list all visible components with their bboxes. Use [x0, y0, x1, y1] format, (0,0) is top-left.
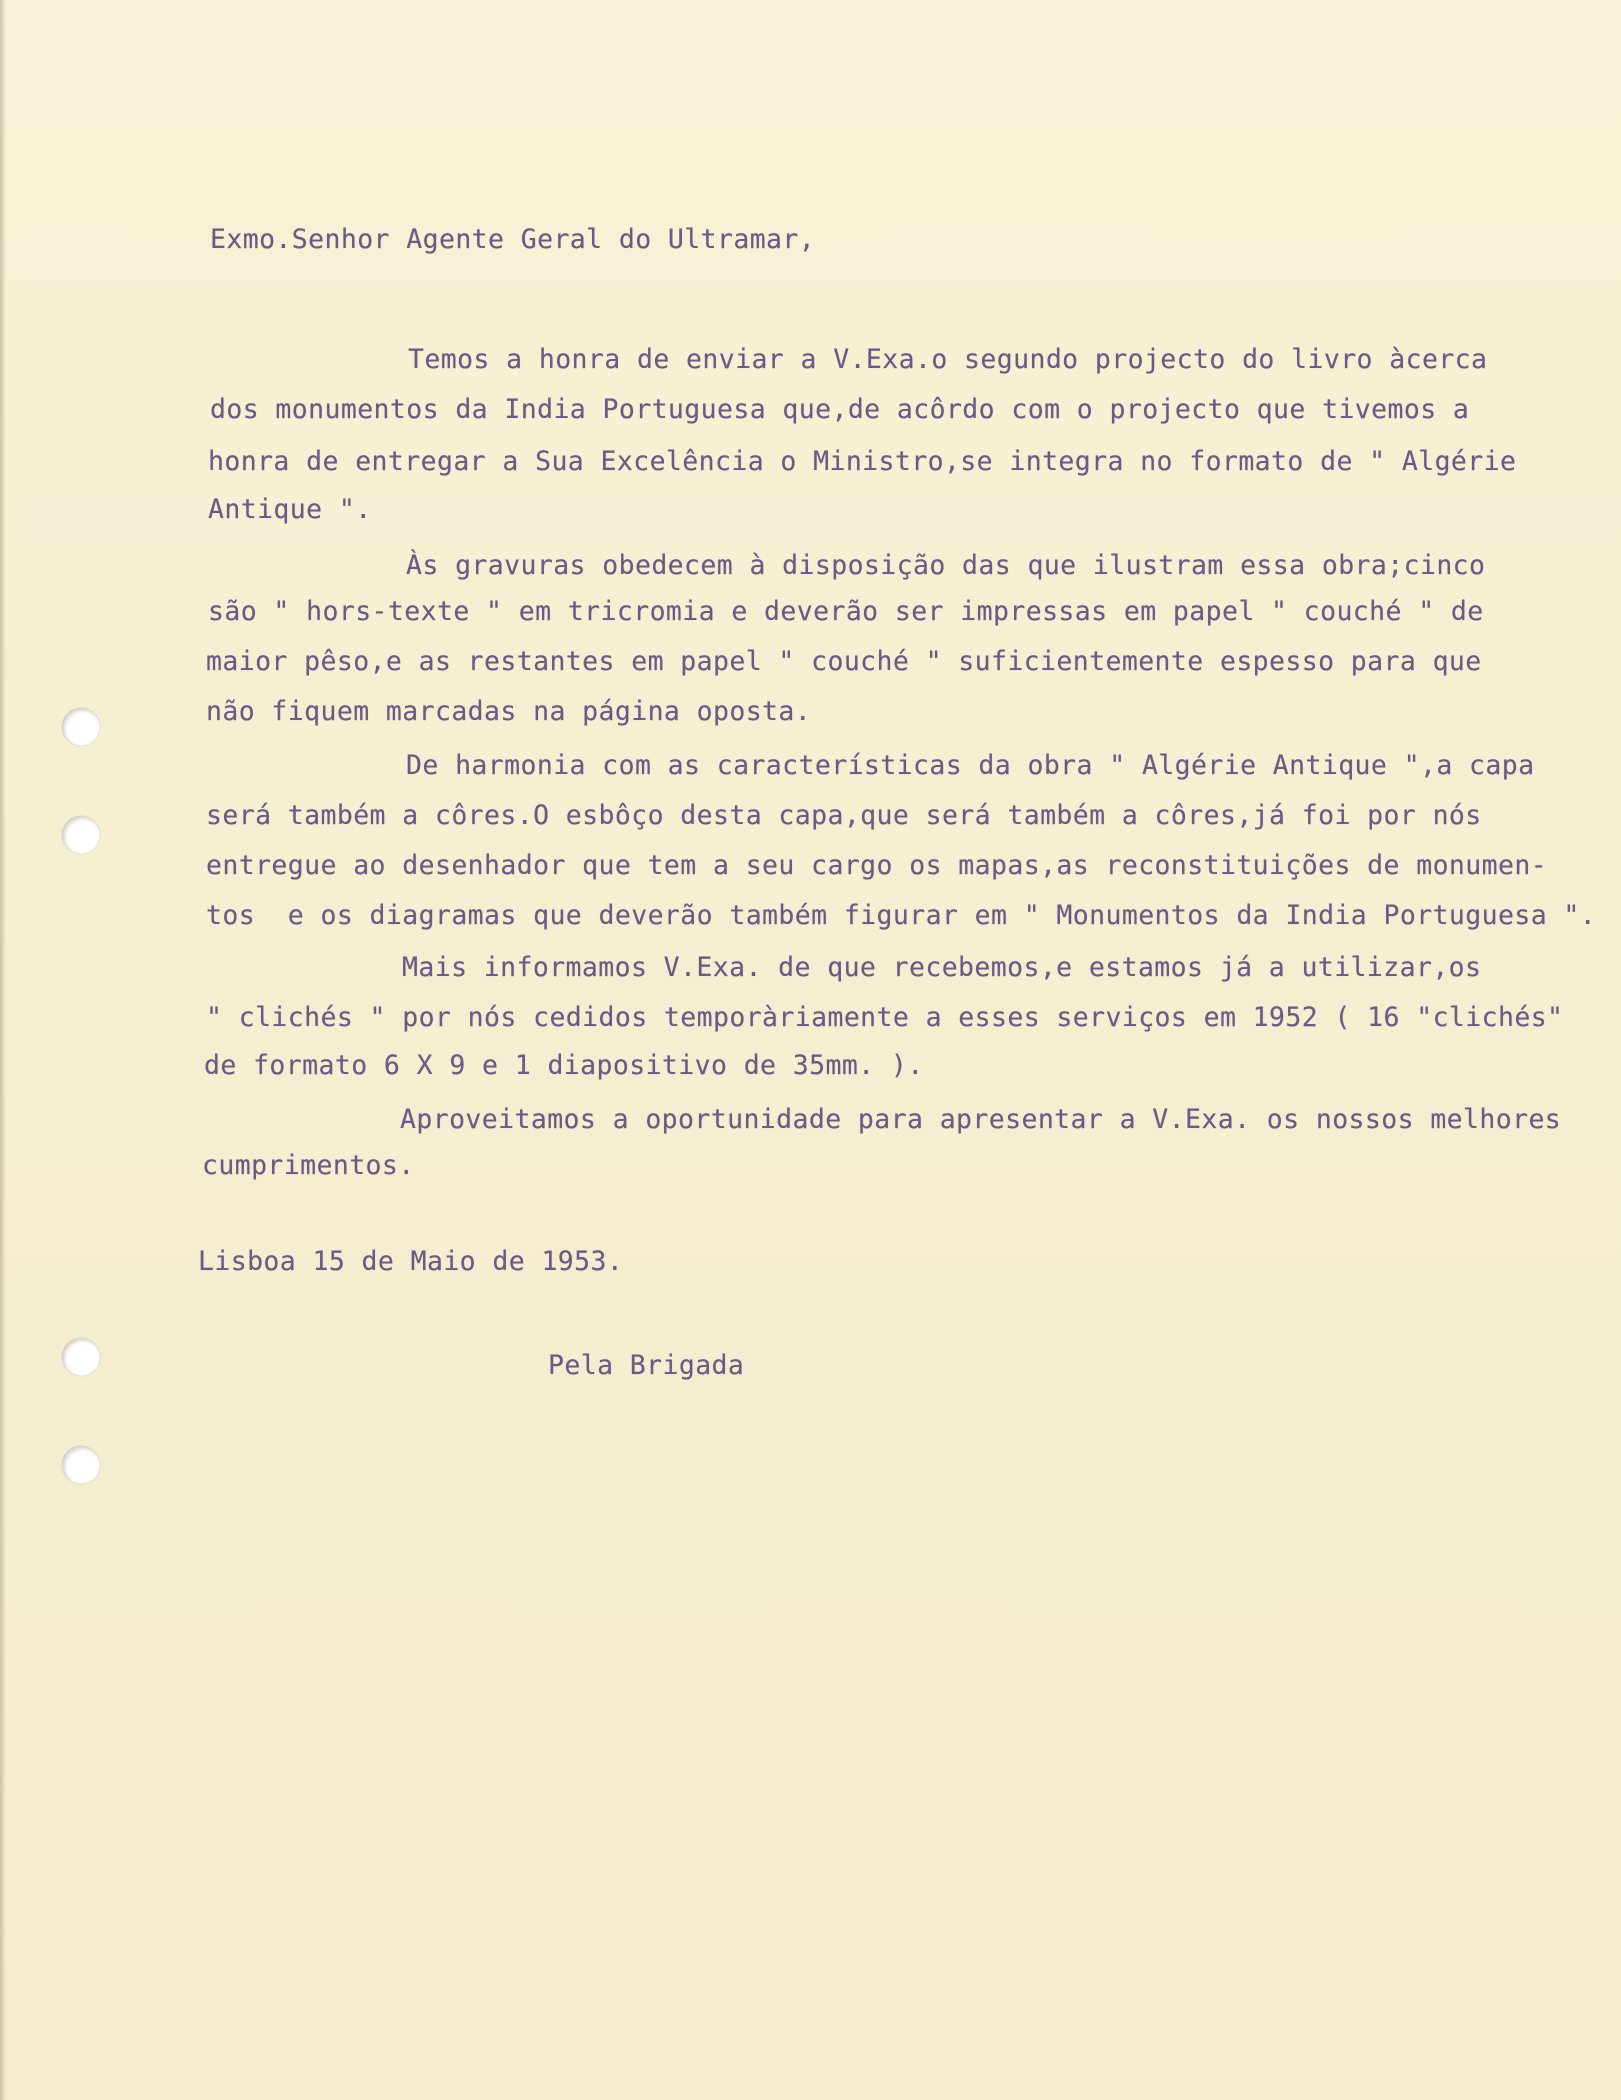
- body-line: tos e os diagramas que deverão também figurar em " Monumentos da India Portuguesa ".: [206, 900, 1597, 931]
- body-line: Temos a honra de enviar a V.Exa.o segundo projecto do livro àcerca: [408, 344, 1488, 375]
- body-line: entregue ao desenhador que tem a seu cargo os mapas,as reconstituições de monumen-: [206, 850, 1548, 881]
- body-line: Antique ".: [208, 494, 372, 525]
- body-line: maior pêso,e as restantes em papel " couché " suficientemente espesso para que: [206, 646, 1482, 677]
- body-line: de formato 6 X 9 e 1 diapositivo de 35mm. ).: [204, 1050, 924, 1081]
- date-line: Lisboa 15 de Maio de 1953.: [198, 1246, 624, 1277]
- body-line: Mais informamos V.Exa. de que recebemos,e estamos já a utilizar,os: [402, 952, 1482, 983]
- body-line: cumprimentos.: [202, 1150, 415, 1181]
- body-line: Aproveitamos a oportunidade para apresentar a V.Exa. os nossos melhores: [400, 1104, 1562, 1135]
- body-line: será também a côres.O esbôço desta capa,que será também a côres,já foi por nós: [206, 800, 1482, 831]
- salutation: Exmo.Senhor Agente Geral do Ultramar,: [210, 224, 816, 255]
- body-line: honra de entregar a Sua Excelência o Ministro,se integra no formato de " Algérie: [208, 446, 1517, 477]
- signature: Pela Brigada: [548, 1350, 745, 1381]
- body-line: Às gravuras obedecem à disposição das que ilustram essa obra;cinco: [406, 550, 1486, 581]
- body-line: não fiquem marcadas na página oposta.: [206, 696, 812, 727]
- body-line: são " hors-texte " em tricromia e deverão ser impressas em papel " couché " de: [208, 596, 1484, 627]
- body-line: dos monumentos da India Portuguesa que,de acôrdo com o projecto que tivemos a: [210, 394, 1470, 425]
- body-line: De harmonia com as características da obra " Algérie Antique ",a capa: [406, 750, 1535, 781]
- body-line: " clichés " por nós cedidos temporàriamente a esses serviços em 1952 ( 16 "clichés": [206, 1002, 1564, 1033]
